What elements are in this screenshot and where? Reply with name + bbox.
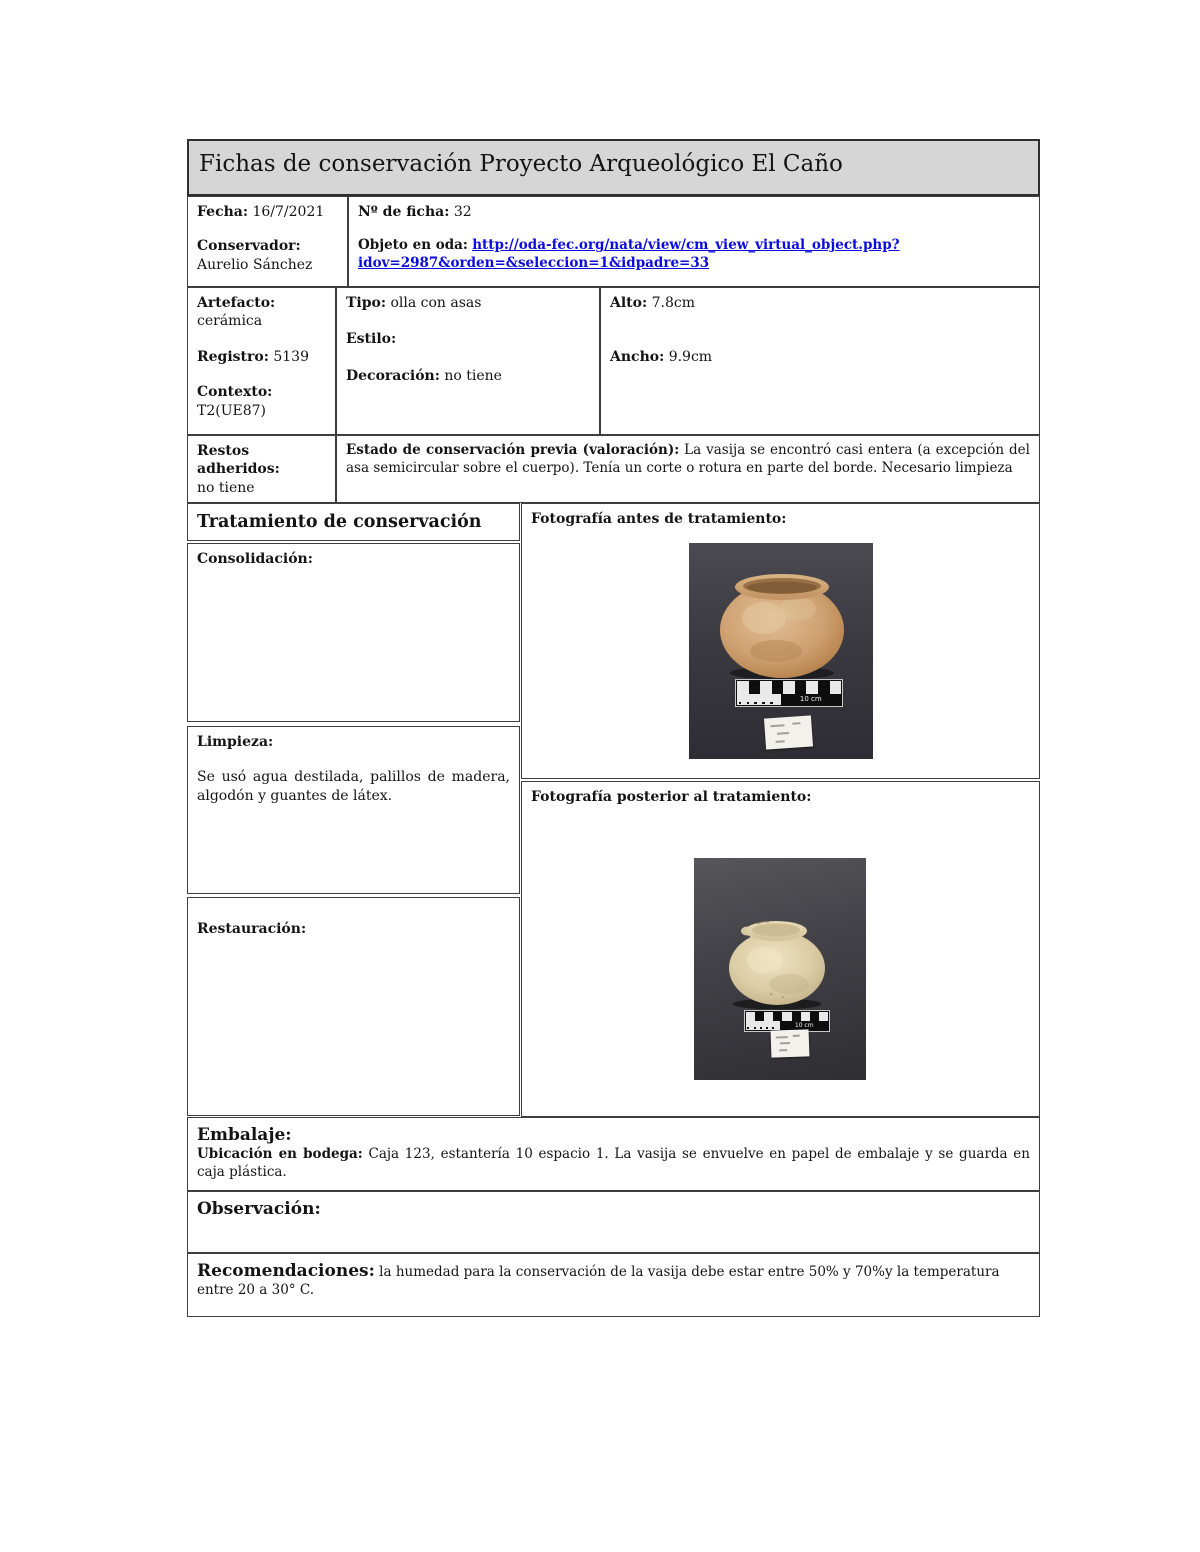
record-number-line <box>358 203 1030 221</box>
photo-before-treatment <box>689 543 873 759</box>
decoration-line <box>346 367 590 385</box>
registry-value: 5139 <box>273 348 309 365</box>
dimensions-cell <box>600 287 1040 435</box>
remains-value: no tiene <box>197 479 255 496</box>
height-label: Alto: <box>610 295 648 311</box>
scale-bar-label: 10 cm <box>781 694 841 705</box>
context-label-line <box>197 383 326 401</box>
context-value: T2(UE87) <box>197 402 267 419</box>
packaging-paragraph <box>197 1146 1030 1182</box>
type-label: Tipo: <box>346 295 387 311</box>
ceramic-pot-after-illustration <box>727 914 827 1010</box>
scale-bar-ticks <box>746 1021 780 1030</box>
conservator-label-line <box>197 237 338 255</box>
condition-text: La vasija se encontró casi entera (a excepción del asa semicircular sobre el cuerpo). Tenía un corte o rotura en parte del borde. Necesario limpieza <box>346 442 1030 476</box>
packaging-heading: Embalaje: <box>197 1125 292 1145</box>
style-label: Estilo: <box>346 331 397 348</box>
cleaning-cell <box>187 726 520 894</box>
cleaning-label: Limpieza: <box>197 734 274 750</box>
consolidation-cell <box>187 543 520 722</box>
photo-scale-bar <box>735 679 843 707</box>
condition-paragraph <box>346 442 1030 478</box>
artifact-value-line <box>197 312 326 330</box>
object-oda-link[interactable]: http://oda-fec.org/nata/view/cm_view_virtual_object.php?idov=2987&orden=&seleccion=1&idpadre=33 <box>358 237 900 272</box>
restoration-cell <box>187 897 520 1116</box>
photo-id-label-card <box>771 1029 810 1057</box>
height-line <box>610 294 1030 312</box>
recommendations-paragraph <box>197 1260 1030 1300</box>
adhered-remains-cell <box>187 435 336 503</box>
remains-value-line <box>197 479 326 497</box>
width-line <box>610 348 1030 366</box>
restoration-label: Restauración: <box>197 921 307 937</box>
decoration-value: no tiene <box>444 367 502 384</box>
style-line <box>346 330 590 348</box>
ceramic-pot-before-illustration <box>716 563 848 681</box>
packaging-cell <box>187 1117 1040 1191</box>
form-title-bar <box>187 139 1040 196</box>
storage-location-label: Ubicación en bodega: <box>197 1146 363 1163</box>
object-link-label: Objeto en oda: <box>358 237 468 254</box>
object-link-line <box>358 237 1030 273</box>
previous-condition-cell <box>336 435 1040 503</box>
photo-after-caption: Fotografía posterior al tratamiento: <box>531 789 812 805</box>
treatment-section-header <box>187 503 520 541</box>
photo-after-treatment <box>694 858 866 1080</box>
width-label: Ancho: <box>610 349 665 366</box>
artifact-value: cerámica <box>197 313 263 330</box>
artifact-label: Artefacto: <box>197 295 276 311</box>
date-conservator-cell <box>187 196 348 287</box>
date-line <box>197 203 338 221</box>
record-number-cell <box>348 196 1040 287</box>
scale-bar-checks <box>746 1012 828 1021</box>
registry-label: Registro: <box>197 348 269 365</box>
photo-scale-bar <box>744 1010 830 1032</box>
date-label: Fecha: <box>197 204 249 220</box>
observation-cell <box>187 1191 1040 1253</box>
cleaning-text: Se usó agua destilada, palillos de madera, algodón y guantes de látex. <box>197 769 510 804</box>
remains-label-line <box>197 442 326 479</box>
recommendations-heading: Recomendaciones: <box>197 1261 375 1281</box>
photo-before-caption: Fotografía antes de tratamiento: <box>531 511 787 527</box>
conservator-label: Conservador: <box>197 238 301 255</box>
conservator-value: Aurelio Sánchez <box>197 256 313 273</box>
type-line <box>346 294 590 312</box>
width-value: 9.9cm <box>668 349 713 366</box>
type-style-cell <box>336 287 600 435</box>
conservator-value-line <box>197 256 338 274</box>
type-value: olla con asas <box>390 295 482 311</box>
condition-label: Estado de conservación previa (valoración): <box>346 442 680 458</box>
registry-line <box>197 348 326 366</box>
decoration-label: Decoración: <box>346 367 440 384</box>
context-value-line <box>197 402 326 420</box>
observation-heading: Observación: <box>197 1199 321 1219</box>
height-value: 7.8cm <box>651 295 695 311</box>
context-label: Contexto: <box>197 384 273 401</box>
record-number-value: 32 <box>453 204 472 220</box>
treatment-title: Tratamiento de conservación <box>197 512 482 532</box>
consolidation-label: Consolidación: <box>197 551 313 567</box>
scale-bar-ticks <box>737 694 781 705</box>
date-value: 16/7/2021 <box>252 204 325 220</box>
artifact-cell <box>187 287 336 435</box>
recommendations-cell <box>187 1253 1040 1317</box>
scale-bar-label: 10 cm <box>780 1021 828 1030</box>
storage-location-text: Caja 123, estantería 10 espacio 1. La vasija se envuelve en papel de embalaje y se guarda en caja plástica. <box>197 1146 1030 1181</box>
artifact-label-line <box>197 294 326 312</box>
page-title: Fichas de conservación Proyecto Arqueológico El Caño <box>199 151 843 177</box>
recommendations-text: la humedad para la conservación de la vasija debe estar entre 50% y 70%y la temperatura entre 20 a 30° C. <box>197 1264 1000 1299</box>
record-number-label: Nº de ficha: <box>358 204 450 220</box>
photo-id-label-card <box>764 715 813 749</box>
remains-label: Restos adheridos: <box>197 443 280 478</box>
scale-bar-checks <box>737 681 841 694</box>
